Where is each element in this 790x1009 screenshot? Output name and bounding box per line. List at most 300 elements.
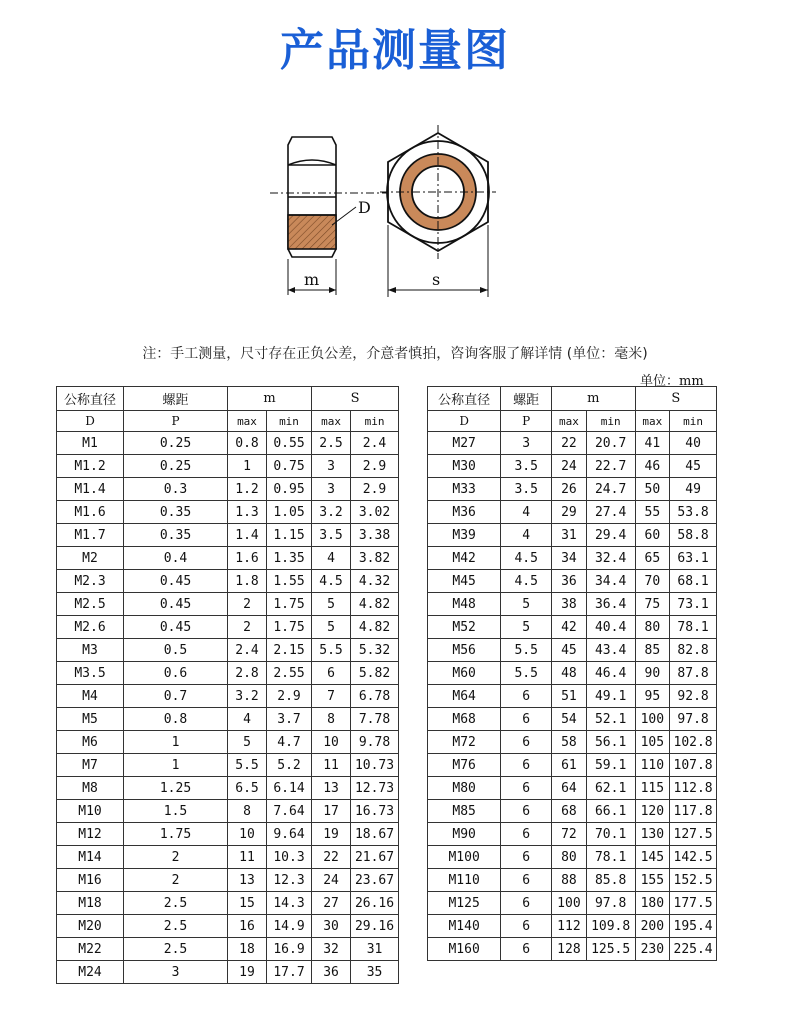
cell-m-max: 24 (552, 455, 587, 478)
cell-diameter: M7 (57, 754, 124, 777)
cell-m-max: 2 (228, 593, 267, 616)
cell-s-max: 50 (635, 478, 670, 501)
cell-m-min: 109.8 (586, 915, 635, 938)
header-s: S (312, 387, 399, 411)
cell-m-min: 5.2 (267, 754, 312, 777)
cell-diameter: M56 (428, 639, 501, 662)
cell-m-min: 62.1 (586, 777, 635, 800)
cell-s-min: 195.4 (670, 915, 717, 938)
cell-diameter: M90 (428, 823, 501, 846)
cell-pitch: 2.5 (124, 938, 228, 961)
cell-s-min: 102.8 (670, 731, 717, 754)
cell-m-min: 125.5 (586, 938, 635, 961)
cell-s-min: 23.67 (351, 869, 399, 892)
cell-s-min: 152.5 (670, 869, 717, 892)
cell-pitch: 2.5 (124, 892, 228, 915)
cell-s-max: 230 (635, 938, 670, 961)
cell-m-max: 54 (552, 708, 587, 731)
header-m-min: min (586, 411, 635, 432)
cell-m-min: 78.1 (586, 846, 635, 869)
cell-m-min: 0.55 (267, 432, 312, 455)
spec-table-right (427, 386, 717, 961)
cell-s-max: 80 (635, 616, 670, 639)
cell-s-max: 32 (312, 938, 351, 961)
cell-m-min: 10.3 (267, 846, 312, 869)
cell-pitch: 1 (124, 754, 228, 777)
table-row (428, 800, 717, 823)
cell-m-min: 3.7 (267, 708, 312, 731)
header-diameter: 公称直径 (428, 387, 501, 411)
cell-m-min: 32.4 (586, 547, 635, 570)
table-row (57, 616, 399, 639)
cell-s-max: 90 (635, 662, 670, 685)
cell-diameter: M14 (57, 846, 124, 869)
cell-m-min: 1.75 (267, 616, 312, 639)
table-row (428, 616, 717, 639)
cell-pitch: 1 (124, 731, 228, 754)
cell-m-min: 17.7 (267, 961, 312, 984)
cell-m-min: 6.14 (267, 777, 312, 800)
cell-pitch: 1.75 (124, 823, 228, 846)
table-row (428, 662, 717, 685)
cell-s-min: 5.82 (351, 662, 399, 685)
cell-s-min: 177.5 (670, 892, 717, 915)
cell-s-min: 3.82 (351, 547, 399, 570)
cell-s-max: 22 (312, 846, 351, 869)
cell-pitch: 0.5 (124, 639, 228, 662)
table-row (57, 777, 399, 800)
cell-s-max: 130 (635, 823, 670, 846)
cell-m-max: 15 (228, 892, 267, 915)
cell-m-max: 1.8 (228, 570, 267, 593)
cell-diameter: M72 (428, 731, 501, 754)
cell-s-min: 78.1 (670, 616, 717, 639)
cell-diameter: M1 (57, 432, 124, 455)
cell-s-max: 5 (312, 593, 351, 616)
cell-diameter: M1.7 (57, 524, 124, 547)
cell-diameter: M2.6 (57, 616, 124, 639)
cell-s-min: 6.78 (351, 685, 399, 708)
cell-diameter: M12 (57, 823, 124, 846)
cell-m-max: 13 (228, 869, 267, 892)
cell-m-max: 10 (228, 823, 267, 846)
cell-diameter: M45 (428, 570, 501, 593)
cell-s-max: 3 (312, 478, 351, 501)
cell-diameter: M64 (428, 685, 501, 708)
cell-s-min: 18.67 (351, 823, 399, 846)
cell-diameter: M39 (428, 524, 501, 547)
cell-s-max: 10 (312, 731, 351, 754)
cell-s-max: 75 (635, 593, 670, 616)
cell-m-max: 88 (552, 869, 587, 892)
table-row (57, 547, 399, 570)
header-d: D (428, 411, 501, 432)
cell-s-min: 35 (351, 961, 399, 984)
table-row (57, 800, 399, 823)
cell-s-min: 31 (351, 938, 399, 961)
table-row (428, 478, 717, 501)
cell-s-max: 36 (312, 961, 351, 984)
cell-diameter: M20 (57, 915, 124, 938)
cell-pitch: 5.5 (501, 639, 552, 662)
cell-diameter: M42 (428, 547, 501, 570)
cell-pitch: 4.5 (501, 547, 552, 570)
table-row (57, 639, 399, 662)
table-row (57, 869, 399, 892)
cell-m-max: 80 (552, 846, 587, 869)
cell-s-max: 13 (312, 777, 351, 800)
table-row (57, 754, 399, 777)
cell-m-min: 1.15 (267, 524, 312, 547)
cell-pitch: 0.25 (124, 432, 228, 455)
cell-m-max: 72 (552, 823, 587, 846)
table-row (57, 455, 399, 478)
cell-s-min: 107.8 (670, 754, 717, 777)
cell-m-max: 2.4 (228, 639, 267, 662)
cell-diameter: M140 (428, 915, 501, 938)
header-s-min: min (670, 411, 717, 432)
cell-s-min: 9.78 (351, 731, 399, 754)
cell-m-min: 16.9 (267, 938, 312, 961)
cell-m-min: 85.8 (586, 869, 635, 892)
table-row (428, 938, 717, 961)
header-m-max: max (552, 411, 587, 432)
cell-s-min: 117.8 (670, 800, 717, 823)
cell-pitch: 0.45 (124, 570, 228, 593)
cell-s-max: 115 (635, 777, 670, 800)
table-row (428, 593, 717, 616)
cell-m-max: 22 (552, 432, 587, 455)
cell-diameter: M52 (428, 616, 501, 639)
cell-diameter: M125 (428, 892, 501, 915)
header-d: D (57, 411, 124, 432)
cell-diameter: M16 (57, 869, 124, 892)
cell-s-max: 4 (312, 547, 351, 570)
cell-m-min: 27.4 (586, 501, 635, 524)
cell-s-min: 4.82 (351, 616, 399, 639)
cell-m-max: 100 (552, 892, 587, 915)
cell-m-max: 38 (552, 593, 587, 616)
cell-s-max: 46 (635, 455, 670, 478)
cell-m-min: 56.1 (586, 731, 635, 754)
spec-table-left (56, 386, 399, 984)
cell-m-min: 4.7 (267, 731, 312, 754)
cell-diameter: M1.6 (57, 501, 124, 524)
cell-m-max: 61 (552, 754, 587, 777)
cell-diameter: M36 (428, 501, 501, 524)
cell-s-max: 3 (312, 455, 351, 478)
cell-pitch: 5 (501, 593, 552, 616)
cell-pitch: 0.45 (124, 616, 228, 639)
cell-pitch: 0.3 (124, 478, 228, 501)
cell-s-min: 4.82 (351, 593, 399, 616)
cell-m-max: 26 (552, 478, 587, 501)
cell-s-max: 95 (635, 685, 670, 708)
header-p: P (501, 411, 552, 432)
cell-m-max: 34 (552, 547, 587, 570)
cell-m-max: 58 (552, 731, 587, 754)
cell-m-max: 64 (552, 777, 587, 800)
cell-pitch: 6 (501, 731, 552, 754)
cell-m-min: 66.1 (586, 800, 635, 823)
cell-pitch: 4.5 (501, 570, 552, 593)
cell-s-max: 41 (635, 432, 670, 455)
cell-s-max: 2.5 (312, 432, 351, 455)
header-diameter: 公称直径 (57, 387, 124, 411)
cell-diameter: M1.4 (57, 478, 124, 501)
cell-s-min: 2.9 (351, 478, 399, 501)
cell-diameter: M6 (57, 731, 124, 754)
cell-s-min: 97.8 (670, 708, 717, 731)
cell-m-min: 0.75 (267, 455, 312, 478)
cell-diameter: M60 (428, 662, 501, 685)
header-m-max: max (228, 411, 267, 432)
cell-pitch: 6 (501, 892, 552, 915)
cell-m-min: 2.55 (267, 662, 312, 685)
cell-m-min: 2.9 (267, 685, 312, 708)
cell-s-min: 127.5 (670, 823, 717, 846)
cell-pitch: 6 (501, 869, 552, 892)
cell-pitch: 6 (501, 823, 552, 846)
cell-s-min: 112.8 (670, 777, 717, 800)
cell-s-max: 65 (635, 547, 670, 570)
table-row (428, 639, 717, 662)
cell-pitch: 0.25 (124, 455, 228, 478)
cell-s-max: 200 (635, 915, 670, 938)
cell-s-max: 6 (312, 662, 351, 685)
cell-m-min: 29.4 (586, 524, 635, 547)
cell-m-max: 8 (228, 800, 267, 823)
table-row (428, 708, 717, 731)
cell-diameter: M48 (428, 593, 501, 616)
cell-s-min: 68.1 (670, 570, 717, 593)
table-row (428, 846, 717, 869)
hex-nut-drawing (270, 125, 530, 305)
cell-s-min: 49 (670, 478, 717, 501)
cell-s-max: 27 (312, 892, 351, 915)
header-pitch: 螺距 (501, 387, 552, 411)
table-row (428, 432, 717, 455)
cell-m-min: 59.1 (586, 754, 635, 777)
cell-pitch: 3 (124, 961, 228, 984)
header-p: P (124, 411, 228, 432)
cell-m-min: 9.64 (267, 823, 312, 846)
table-row (57, 846, 399, 869)
table-row (57, 478, 399, 501)
table-row (57, 892, 399, 915)
table-row (57, 685, 399, 708)
cell-m-min: 34.4 (586, 570, 635, 593)
cell-s-min: 5.32 (351, 639, 399, 662)
cell-diameter: M85 (428, 800, 501, 823)
cell-diameter: M18 (57, 892, 124, 915)
cell-s-max: 100 (635, 708, 670, 731)
cell-m-min: 36.4 (586, 593, 635, 616)
cell-m-min: 2.15 (267, 639, 312, 662)
cell-diameter: M30 (428, 455, 501, 478)
cell-m-max: 112 (552, 915, 587, 938)
cell-diameter: M8 (57, 777, 124, 800)
cell-m-min: 1.05 (267, 501, 312, 524)
cell-diameter: M4 (57, 685, 124, 708)
cell-m-min: 97.8 (586, 892, 635, 915)
cell-m-min: 14.9 (267, 915, 312, 938)
cell-m-min: 46.4 (586, 662, 635, 685)
table-row (428, 685, 717, 708)
cell-m-min: 20.7 (586, 432, 635, 455)
cell-s-max: 105 (635, 731, 670, 754)
cell-m-max: 0.8 (228, 432, 267, 455)
cell-s-min: 16.73 (351, 800, 399, 823)
spec-table-right-body (428, 432, 717, 961)
cell-m-max: 5 (228, 731, 267, 754)
cell-pitch: 3.5 (501, 478, 552, 501)
cell-diameter: M2.5 (57, 593, 124, 616)
cell-m-max: 2 (228, 616, 267, 639)
cell-m-min: 52.1 (586, 708, 635, 731)
table-row (428, 501, 717, 524)
cell-m-max: 31 (552, 524, 587, 547)
cell-pitch: 0.45 (124, 593, 228, 616)
cell-m-max: 3.2 (228, 685, 267, 708)
cell-s-max: 3.2 (312, 501, 351, 524)
cell-m-max: 42 (552, 616, 587, 639)
cell-s-min: 10.73 (351, 754, 399, 777)
cell-pitch: 6 (501, 800, 552, 823)
cell-m-max: 16 (228, 915, 267, 938)
cell-s-min: 2.4 (351, 432, 399, 455)
cell-s-max: 4.5 (312, 570, 351, 593)
cell-pitch: 0.7 (124, 685, 228, 708)
cell-s-min: 3.02 (351, 501, 399, 524)
cell-pitch: 0.35 (124, 501, 228, 524)
cell-s-min: 45 (670, 455, 717, 478)
table-row (57, 823, 399, 846)
cell-s-min: 142.5 (670, 846, 717, 869)
table-row (428, 777, 717, 800)
cell-m-min: 1.75 (267, 593, 312, 616)
cell-m-min: 7.64 (267, 800, 312, 823)
cell-s-max: 5.5 (312, 639, 351, 662)
cell-s-min: 40 (670, 432, 717, 455)
table-row (57, 731, 399, 754)
label-d: D (358, 198, 371, 217)
header-m: m (228, 387, 312, 411)
label-m: m (304, 270, 320, 289)
cell-pitch: 6 (501, 777, 552, 800)
cell-s-max: 8 (312, 708, 351, 731)
cell-m-min: 24.7 (586, 478, 635, 501)
cell-s-max: 24 (312, 869, 351, 892)
cell-s-max: 60 (635, 524, 670, 547)
cell-pitch: 2 (124, 846, 228, 869)
cell-s-min: 12.73 (351, 777, 399, 800)
cell-diameter: M27 (428, 432, 501, 455)
cell-pitch: 5 (501, 616, 552, 639)
cell-s-max: 30 (312, 915, 351, 938)
cell-diameter: M110 (428, 869, 501, 892)
cell-s-max: 17 (312, 800, 351, 823)
cell-diameter: M76 (428, 754, 501, 777)
cell-m-max: 5.5 (228, 754, 267, 777)
cell-s-min: 63.1 (670, 547, 717, 570)
cell-m-max: 2.8 (228, 662, 267, 685)
table-row (428, 915, 717, 938)
cell-m-min: 1.35 (267, 547, 312, 570)
cell-m-max: 51 (552, 685, 587, 708)
table-row (57, 961, 399, 984)
cell-m-min: 40.4 (586, 616, 635, 639)
table-row (428, 754, 717, 777)
cell-m-max: 1.4 (228, 524, 267, 547)
cell-m-min: 49.1 (586, 685, 635, 708)
cell-pitch: 5.5 (501, 662, 552, 685)
cell-diameter: M100 (428, 846, 501, 869)
cell-m-max: 11 (228, 846, 267, 869)
spec-table-left-body (57, 432, 399, 984)
cell-s-min: 7.78 (351, 708, 399, 731)
cell-s-min: 225.4 (670, 938, 717, 961)
table-row (57, 938, 399, 961)
header-m: m (552, 387, 635, 411)
cell-diameter: M24 (57, 961, 124, 984)
cell-m-max: 19 (228, 961, 267, 984)
cell-s-min: 4.32 (351, 570, 399, 593)
cell-m-min: 70.1 (586, 823, 635, 846)
cell-pitch: 1.25 (124, 777, 228, 800)
cell-m-max: 6.5 (228, 777, 267, 800)
cell-pitch: 6 (501, 754, 552, 777)
cell-s-min: 2.9 (351, 455, 399, 478)
cell-diameter: M2.3 (57, 570, 124, 593)
header-s-max: max (312, 411, 351, 432)
cell-s-max: 19 (312, 823, 351, 846)
cell-m-max: 128 (552, 938, 587, 961)
cell-m-min: 12.3 (267, 869, 312, 892)
cell-m-min: 14.3 (267, 892, 312, 915)
table-row (428, 892, 717, 915)
table-row (428, 823, 717, 846)
cell-m-max: 36 (552, 570, 587, 593)
cell-pitch: 0.6 (124, 662, 228, 685)
cell-s-max: 70 (635, 570, 670, 593)
table-row (57, 501, 399, 524)
cell-s-max: 5 (312, 616, 351, 639)
cell-pitch: 4 (501, 524, 552, 547)
table-row (428, 570, 717, 593)
cell-diameter: M2 (57, 547, 124, 570)
cell-s-max: 3.5 (312, 524, 351, 547)
cell-diameter: M3 (57, 639, 124, 662)
cell-pitch: 6 (501, 846, 552, 869)
cell-pitch: 4 (501, 501, 552, 524)
cell-s-max: 11 (312, 754, 351, 777)
cell-pitch: 6 (501, 685, 552, 708)
cell-m-max: 1.2 (228, 478, 267, 501)
cell-diameter: M80 (428, 777, 501, 800)
cell-m-min: 22.7 (586, 455, 635, 478)
cell-m-max: 18 (228, 938, 267, 961)
cell-s-min: 21.67 (351, 846, 399, 869)
cell-m-max: 1.6 (228, 547, 267, 570)
header-pitch: 螺距 (124, 387, 228, 411)
nut-side-view (288, 137, 336, 257)
cell-s-min: 26.16 (351, 892, 399, 915)
cell-pitch: 6 (501, 708, 552, 731)
header-m-min: min (267, 411, 312, 432)
table-row (57, 524, 399, 547)
cell-m-max: 1.3 (228, 501, 267, 524)
